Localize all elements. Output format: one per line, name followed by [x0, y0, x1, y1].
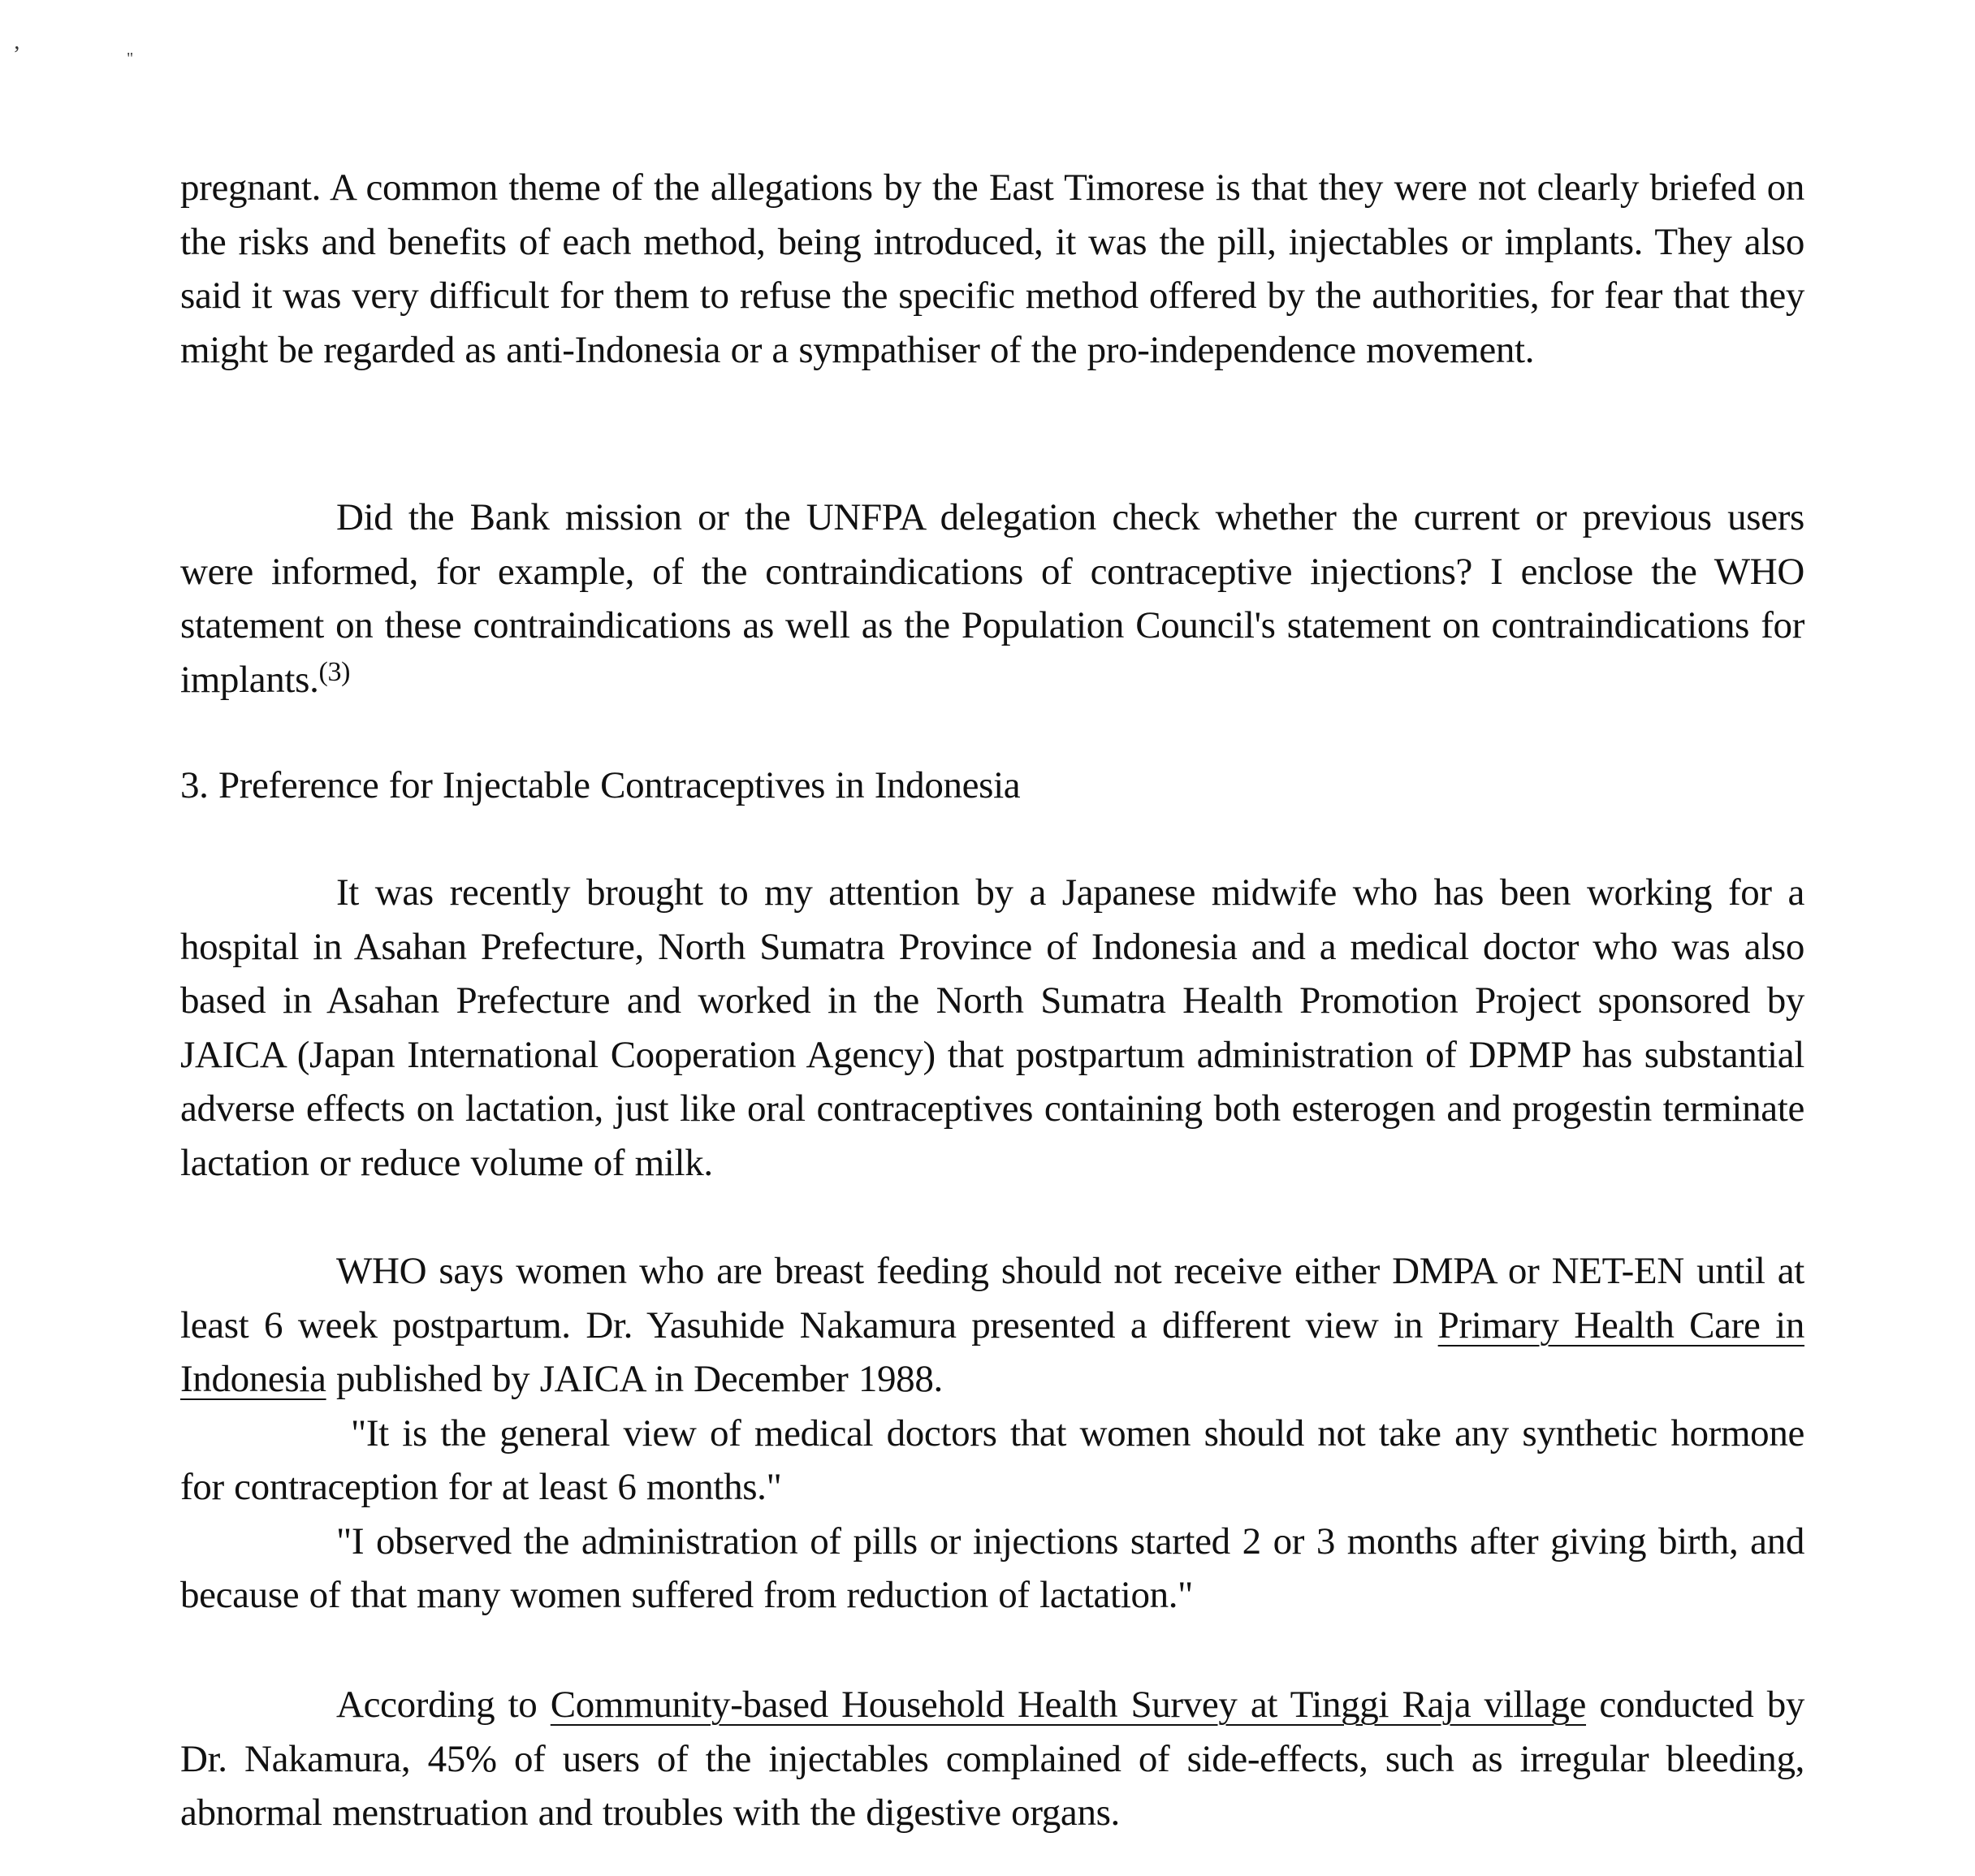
section-heading [180, 759, 1804, 813]
paragraph-body: published by JAICA in December 1988. [326, 1358, 943, 1400]
footnote-reference: (3) [318, 656, 351, 687]
paragraph-text [180, 491, 1804, 707]
paragraph-text [180, 1678, 1804, 1840]
scan-mark: ‚ [13, 29, 21, 54]
paragraph-body: Did the Bank mission or the UNFPA delegation check whether the current or previous users were informed, for example, of the contraindications of contraceptive injections? I enclose the WHO statement on these contraindications as well as the Population Council's statement on contraindications for implants. [180, 496, 1804, 701]
publication-title: Primary Health Care in Indonesia [180, 1303, 1804, 1400]
paragraph-body: According to [336, 1684, 551, 1726]
scan-mark: " [127, 50, 134, 67]
paragraph-who-statement [180, 1244, 1804, 1623]
paragraph-bank-mission [180, 491, 1804, 707]
paragraph-allegations [180, 161, 1804, 377]
section-title: 3. Preference for Injectable Contraceptives in Indonesia [180, 764, 1021, 806]
paragraph-body: WHO says women who are breast feeding should not receive either DMPA or NET-EN until at least 6 week postpartum. Dr. Yasuhide Nakamura presented a different view in [180, 1250, 1804, 1346]
quote-text: "I observed the administration of pills or injections started 2 or 3 months after giving birth, and because of that many women suffered from reduction of lactation." [180, 1519, 1804, 1616]
paragraph-text: It was recently brought to my attention by a Japanese midwife who has been working for a hospital in Asahan Prefecture, North Sumatra Province of Indonesia and a medical doctor who was also based in Asahan Prefecture and worked in the North Sumatra Health Promotion Project sponsored by JAICA (Japan International Cooperation Agency) that postpartum administration of DPMP has substantial adverse effects on lactation, just like oral contraceptives containing both esterogen and progestin terminate lactation or reduce volume of milk. [180, 871, 1804, 1184]
quote-text: "It is the general view of medical doctors that women should not take any synthetic hormone for contraception for at least 6 months." [180, 1411, 1804, 1508]
paragraph-body: conducted by Dr. Nakamura, 45% of users of the injectables complained of side-effects, such as irregular bleeding, abnormal menstruation and troubles with the digestive organs. [180, 1684, 1804, 1834]
publication-title: Community-based Household Health Survey at Tinggi Raja village [550, 1684, 1587, 1726]
paragraph-text: pregnant. A common theme of the allegations by the East Timorese is that they were not clearly briefed on the risks and benefits of each method, being introduced, it was the pill, injectables or implants. They also said it was very difficult for them to refuse the specific method offered by the authorities, for fear that they might be regarded as anti-Indonesia or a sympathiser of the pro-independence movement. [180, 166, 1804, 371]
paragraph-survey [180, 1678, 1804, 1840]
paragraph-text [180, 1244, 1804, 1407]
paragraph-midwife [180, 866, 1804, 1190]
